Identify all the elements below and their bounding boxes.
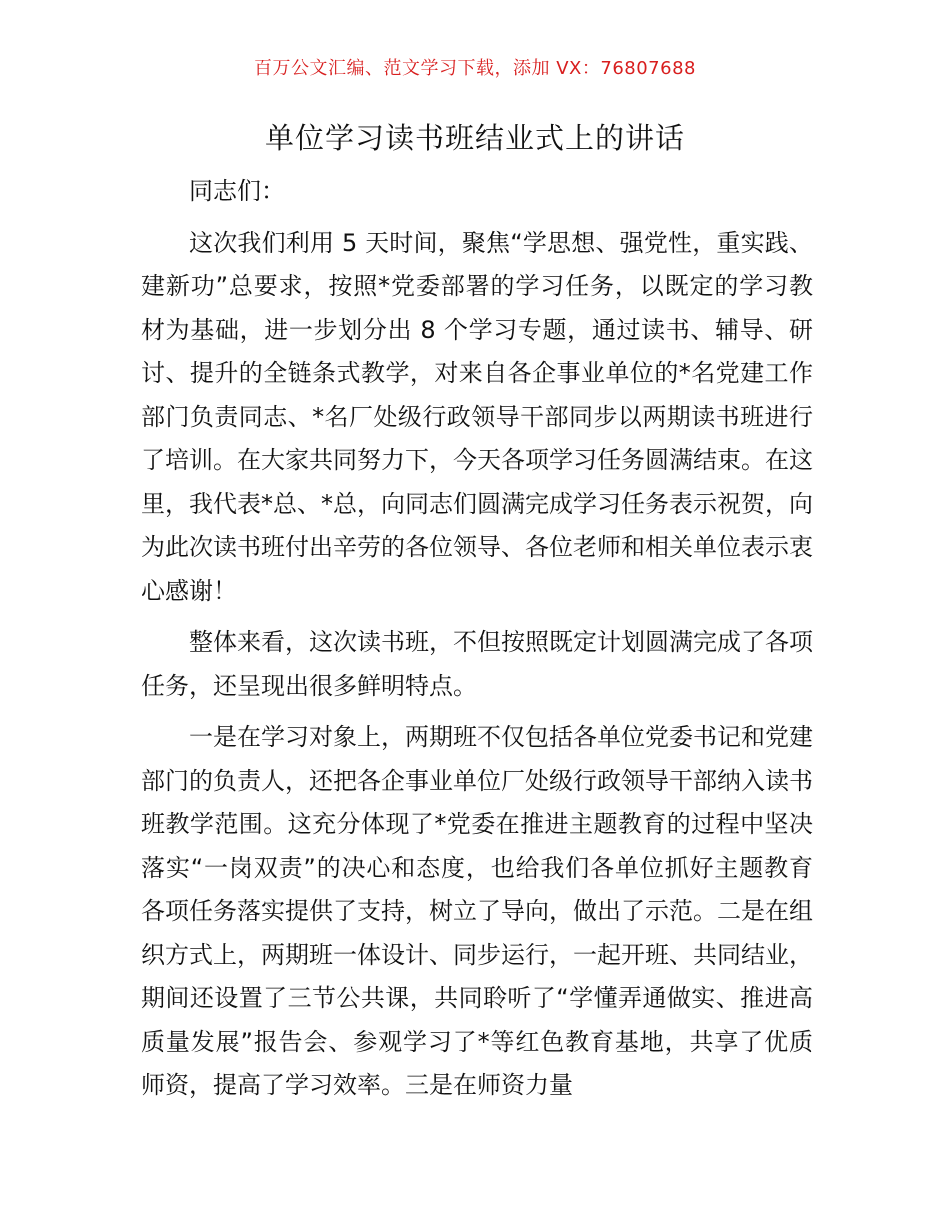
watermark-header-note: 百万公文汇编、范文学习下载，添加 VX：76807688 — [254, 58, 696, 79]
paragraph-1: 这次我们利用 5 天时间，聚焦“学思想、强党性，重实践、建新功”总要求，按照*党委部署的学习任务，以既定的学习教材为基础，进一步划分出 8 个学习专题，通过读书、辅导、研讨、提升的全链条式教学，对来自各企事业单位的*名党建工作部门负责同志、*名厂处级行政领导干部同步以两期读书班进行了培训。在大家共同努力下，今天各项学习任务圆满结束。在这里，我代表*总、*总，向同志们圆满完成学习任务表示祝贺，向为此次读书班付出辛劳的各位领导、各位老师和相关单位表示衷心感谢！ — [141, 228, 813, 605]
document-body — [141, 170, 813, 1108]
paragraph-3: 一是在学习对象上，两期班不仅包括各单位党委书记和党建部门的负责人，还把各企事业单位厂处级行政领导干部纳入读书班教学范围。这充分体现了*党委在推进主题教育的过程中坚决落实“一岗双责”的决心和态度，也给我们各单位抓好主题教育各项任务落实提供了支持，树立了导向，做出了示范。二是在组织方式上，两期班一体设计、同步运行，一起开班、共同结业，期间还设置了三节公共课，共同聆听了“学懂弄通做实、推进高质量发展”报告会、参观学习了*等红色教育基地，共享了优质师资，提高了学习效率。三是在师资力量 — [141, 723, 813, 1099]
paragraph-2: 整体来看，这次读书班，不但按照既定计划圆满完成了各项任务，还呈现出很多鲜明特点。 — [141, 628, 813, 700]
salutation: 同志们： — [189, 177, 285, 205]
document-title: 单位学习读书班结业式上的讲话 — [264, 121, 685, 155]
